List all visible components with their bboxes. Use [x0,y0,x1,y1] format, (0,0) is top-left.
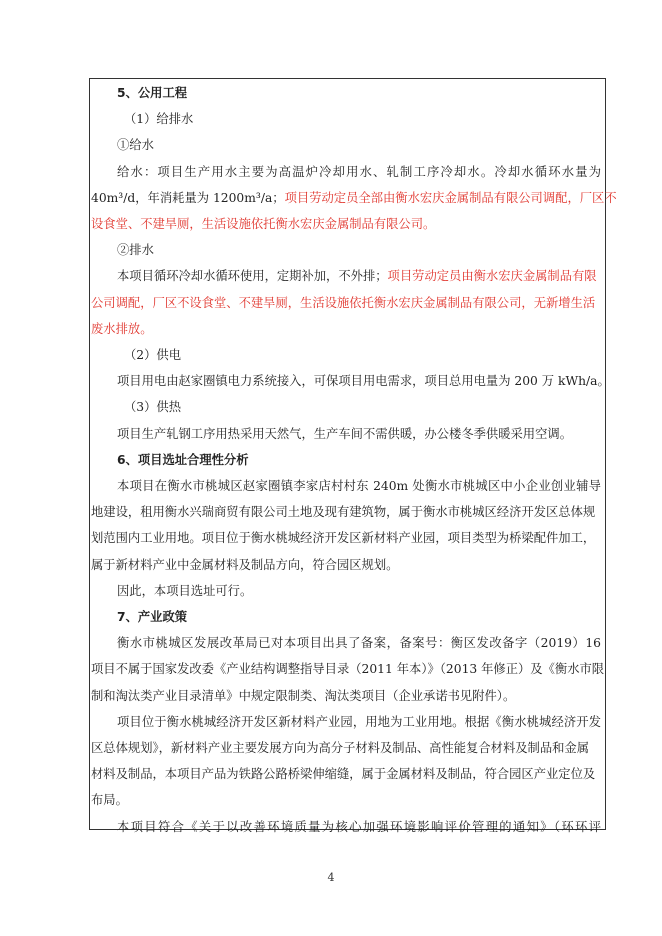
s7-p2-line-4: 布局。 [91,793,128,808]
s7-p3-line-1: 本项目符合《关于以改善环境质量为核心加强环境影响评价管理的通知》（环环评 [117,819,601,834]
drain-title: ②排水 [117,243,154,258]
supply-title: ①给水 [117,138,154,153]
s7-p2-line-2: 区总体规划》，新材料产业主要发展方向为高分子材料及制品、高性能复合材料及制品和金属 [91,741,590,756]
page-number: 4 [327,871,335,884]
s6-line-5: 因此，本项目选址可行。 [117,583,253,598]
supply-line-2a: 40m³/d，年消耗量为 1200m³/a； [91,190,285,205]
drain-line-1 [117,263,601,289]
power-line-1: 项目用电由赵家圈镇电力系统接入，可保项目用电需求，项目总用电量为 200 万 kWh/a。 [117,374,610,389]
drain-line-2: 公司调配，厂区不设食堂、不建旱厕，生活设施依托衡水宏庆金属制品有限公司，无新增生活 [91,295,596,310]
supply-line-2 [91,185,617,211]
s7-p2-line-1: 项目位于衡水桃城经济开发区新材料产业园，用地为工业用地。根据《衡水桃城经济开发 [117,714,601,729]
s6-line-1: 本项目在衡水市桃城区赵家圈镇李家店村村东 240m 处衡水市桃城区中小企业创业辅导 [117,479,601,494]
supply-line-3: 设食堂、不建旱厕，生活设施依托衡水宏庆金属制品有限公司。 [91,217,436,231]
s6-line-2: 地建设，租用衡水兴瑞商贸有限公司土地及现有建筑物，属于衡水市桃城区经济开发区总体规 [91,505,596,520]
power-title: （2）供电 [124,348,182,363]
drain-line-3: 废水排放。 [91,321,153,336]
drain-line-1a: 本项目循环冷却水循环使用，定期补加，不外排； [117,269,388,284]
s6-line-4: 属于新材料产业中金属材料及制品方向，符合园区规划。 [91,557,399,572]
s7-p1-line-3: 制和淘汰类产业目录清单》中规定限制类、淘汰类项目（企业承诺书见附件）。 [91,688,516,703]
section-7-heading: 7、产业政策 [117,610,188,625]
supply-line-1: 给水：项目生产用水主要为高温炉冷却用水、轧制工序冷却水。冷却水循环水量为 [117,164,601,179]
s6-line-3: 划范围内工业用地。项目位于衡水桃城经济开发区新材料产业园，项目类型为桥梁配件加工， [91,531,596,546]
heat-line-1: 项目生产轧钢工序用热采用天然气，生产车间不需供暖，办公楼冬季供暖采用空调。 [117,426,572,441]
s7-p1-line-1: 衡水市桃城区发展改革局已对本项目出具了备案，备案号：衡区发改备字（2019）16 [117,636,601,651]
section-6-heading: 6、项目选址合理性分析 [117,452,249,467]
heat-title: （3）供热 [124,400,182,415]
s7-p1-line-2: 项目不属于国家发改委《产业结构调整指导目录（2011 年本）》（2013 年修正）及《衡水市限 [91,662,605,677]
section-5-heading: 5、公用工程 [117,86,188,100]
s7-p2-line-3: 材料及制品，本项目产品为铁路公路桥梁伸缩缝，属于金属材料及制品，符合园区产业定位及 [91,767,596,782]
supply-line-2b: 项目劳动定员全部由衡水宏庆金属制品有限公司调配，厂区不 [284,190,617,205]
document-body [91,80,617,840]
water-title: （1）给排水 [124,112,194,127]
drain-line-1b: 项目劳动定员由衡水宏庆金属制品有限 [387,269,597,284]
